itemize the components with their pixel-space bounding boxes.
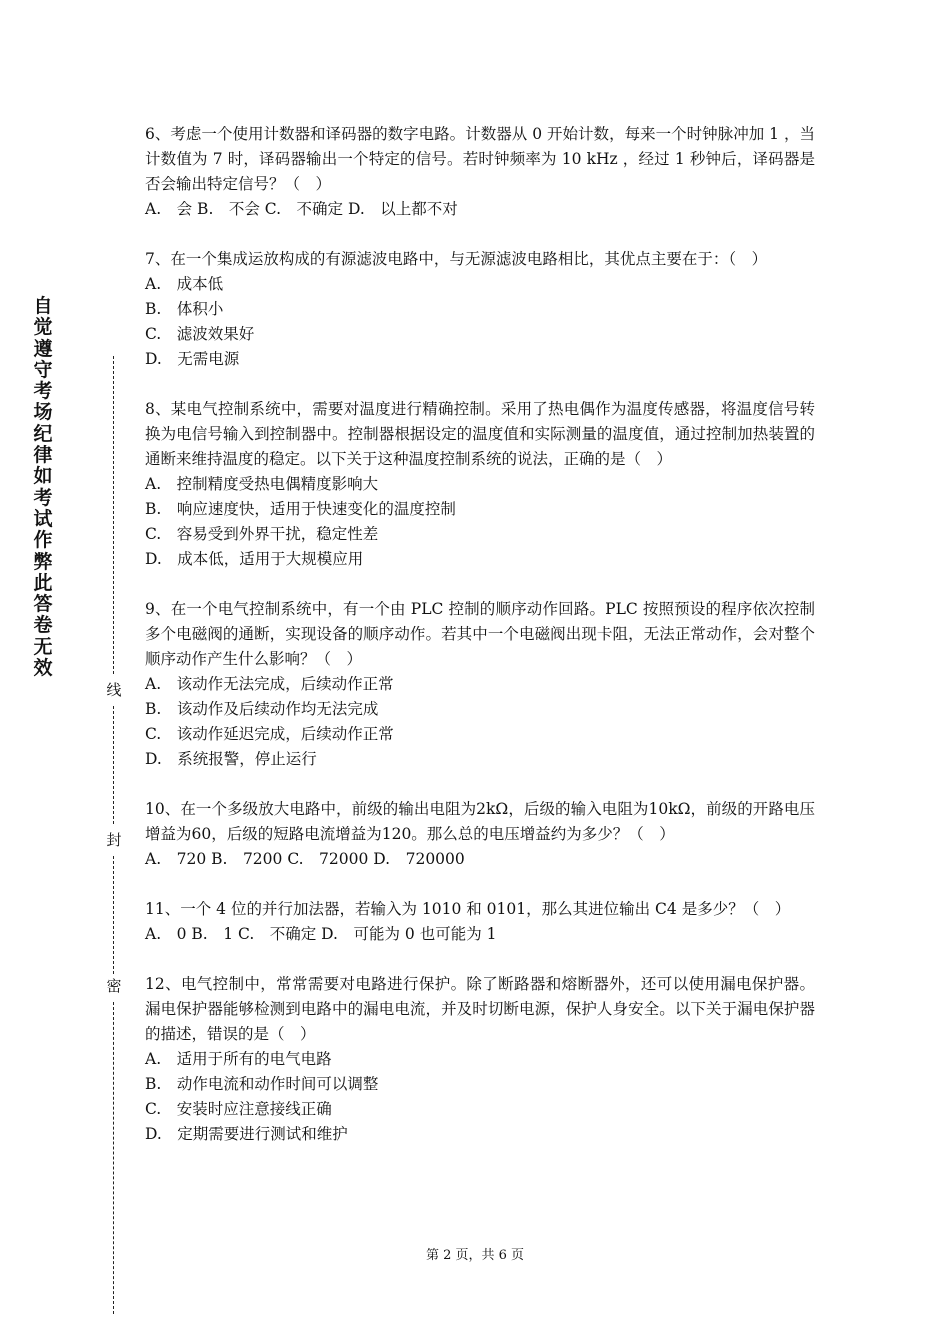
notice-char: 考: [33, 380, 53, 403]
option-c: C. 安装时应注意接线正确: [145, 1100, 332, 1118]
question-6: [145, 122, 815, 222]
seal-label-secret: 密: [106, 977, 122, 995]
notice-char: 答: [33, 593, 53, 616]
notice-char: 作: [33, 529, 53, 552]
option-d: D. 系统报警，停止运行: [145, 750, 317, 768]
question-8: [145, 397, 815, 572]
notice-char: 觉: [33, 316, 53, 339]
notice-char: 场: [33, 401, 53, 424]
option-b: B. 响应速度快，适用于快速变化的温度控制: [145, 500, 456, 518]
notice-char: 考: [33, 486, 53, 509]
option-a: A. 控制精度受热电偶精度影响大: [145, 475, 379, 493]
option-d: D. 定期需要进行测试和维护: [145, 1125, 348, 1143]
question-stem: 9、在一个电气控制系统中，有一个由 PLC 控制的顺序动作回路。PLC 按照预设的程序依次控制多个电磁阀的通断，实现设备的顺序动作。若其中一个电磁阀出现卡阻，无法正常动作，会对整个顺序动作产生什么影响？（ ）: [145, 600, 815, 668]
question-11: [145, 897, 815, 947]
option-a: A. 成本低: [145, 275, 224, 293]
seal-label-seal: 封: [106, 831, 122, 849]
question-10: [145, 797, 815, 872]
question-12: [145, 972, 815, 1147]
notice-char: 无: [33, 635, 53, 658]
notice-char: 守: [33, 358, 53, 381]
question-stem: 11、一个 4 位的并行加法器，若输入为 1010 和 0101，那么其进位输出 C4 是多少？（ ）: [145, 900, 791, 918]
notice-char: 效: [33, 657, 53, 680]
option-a: A. 适用于所有的电气电路: [145, 1050, 332, 1068]
notice-char: 自: [33, 295, 53, 317]
notice-char: 试: [33, 507, 53, 530]
option-a: A. 该动作无法完成，后续动作正常: [145, 675, 394, 693]
option-d: D. 成本低，适用于大规模应用: [145, 550, 364, 568]
option-b: B. 该动作及后续动作均无法完成: [145, 700, 379, 718]
option-d: D. 无需电源: [145, 350, 240, 368]
exam-discipline-notice: [30, 296, 56, 679]
binding-line-top: [113, 356, 114, 674]
notice-char: 如: [33, 465, 53, 488]
question-9: [145, 597, 815, 772]
option-c: C. 该动作延迟完成，后续动作正常: [145, 725, 394, 743]
notice-char: 此: [33, 571, 53, 594]
notice-char: 弊: [33, 550, 53, 573]
option-b: B. 体积小: [145, 300, 224, 318]
question-list: [145, 122, 815, 1172]
notice-char: 律: [33, 444, 53, 467]
binding-line-lower: [113, 856, 114, 974]
question-stem: 7、在一个集成运放构成的有源滤波电路中，与无源滤波电路相比，其优点主要在于：（ ）: [145, 250, 768, 268]
option-b: B. 动作电流和动作时间可以调整: [145, 1075, 379, 1093]
question-options: A. 会 B. 不会 C. 不确定 D. 以上都不对: [145, 200, 458, 218]
notice-char: 卷: [33, 614, 53, 637]
binding-line-bottom: [113, 1002, 114, 1314]
question-stem: 10、在一个多级放大电路中，前级的输出电阻为2kΩ，后级的输入电阻为10kΩ，前级的开路电压增益为60，后级的短路电流增益为120。那么总的电压增益约为多少？（ ）: [145, 800, 815, 843]
question-stem: 12、电气控制中，常常需要对电路进行保护。除了断路器和熔断器外，还可以使用漏电保护器。漏电保护器能够检测到电路中的漏电电流，并及时切断电源，保护人身安全。以下关于漏电保护器的描述，错误的是（ ）: [145, 975, 815, 1043]
binding-line-middle: [113, 706, 114, 824]
question-7: [145, 247, 815, 372]
notice-char: 纪: [33, 422, 53, 445]
page-number: 第 2 页，共 6 页: [425, 1248, 525, 1263]
option-c: C. 滤波效果好: [145, 325, 255, 343]
seal-label-line: 线: [106, 681, 122, 699]
question-stem: 6、考虑一个使用计数器和译码器的数字电路。计数器从 0 开始计数，每来一个时钟脉冲加 1 ，当计数值为 7 时，译码器输出一个特定的信号。若时钟频率为 10 kHz ，经过 1 秒钟后，译码器是否会输出特定信号？（ ）: [145, 125, 815, 193]
notice-char: 遵: [33, 337, 53, 360]
question-options: A. 720 B. 7200 C. 72000 D. 720000: [145, 850, 465, 868]
option-c: C. 容易受到外界干扰，稳定性差: [145, 525, 379, 543]
question-options: A. 0 B. 1 C. 不确定 D. 可能为 0 也可能为 1: [145, 925, 497, 943]
question-stem: 8、某电气控制系统中，需要对温度进行精确控制。采用了热电偶作为温度传感器，将温度信号转换为电信号输入到控制器中。控制器根据设定的温度值和实际测量的温度值，通过控制加热装置的通断来维持温度的稳定。以下关于这种温度控制系统的说法，正确的是（ ）: [145, 400, 815, 468]
